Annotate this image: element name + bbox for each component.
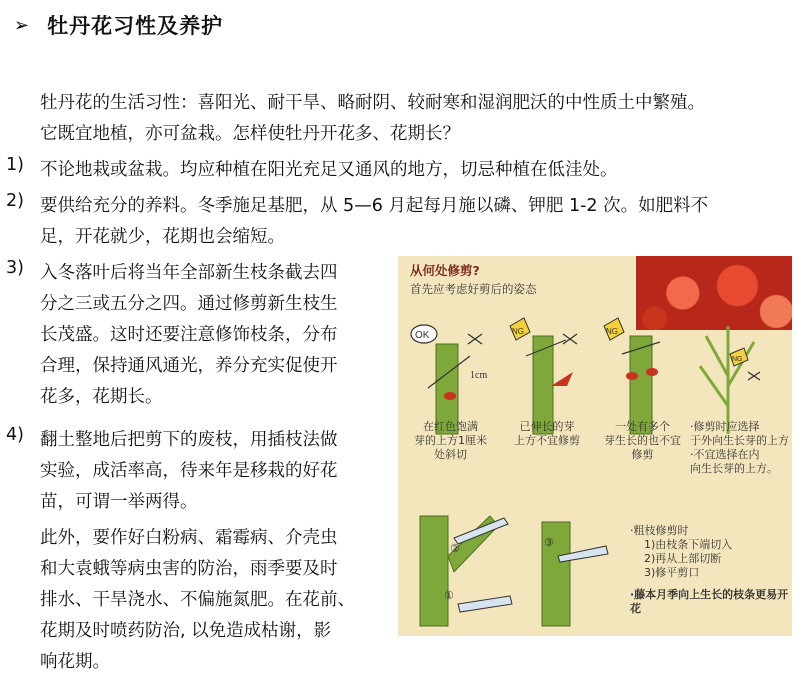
item-3-line-1: 入冬落叶后将当年全部新生枝条截去四 <box>40 263 338 283</box>
item-4-line-8: 响花期。 <box>40 652 110 672</box>
caption-4 <box>690 420 790 476</box>
caption-4-line-2: 于外向生长芽的上方 <box>690 434 789 447</box>
bullet-arrow-icon: ➢ <box>14 14 30 36</box>
item-2-line-2: 足，开花就少，花期也会缩短。 <box>40 227 285 247</box>
item-2-line-1: 要供给充分的养料。冬季施足基肥，从 5—6 月起每月施以磷、钾肥 1-2 次。如肥料不 <box>40 196 709 216</box>
scissors-icon-1 <box>468 334 482 344</box>
bud-red-3b <box>626 372 638 380</box>
caption-2-line-1: 已伸长的芽 <box>519 420 575 433</box>
measure-label: 1cm <box>470 370 488 381</box>
caption-4-line-1: ·修剪时应选择 <box>690 420 760 433</box>
item-1-line-1: 不论地栽或盆栽。均应种植在阳光充足又通风的地方，切忌种植在低洼处。 <box>40 160 618 180</box>
item-4-line-1: 翻土整地后把剪下的废枝，用插枝法做 <box>40 430 338 450</box>
caption-2-line-2: 上方不宜修剪 <box>514 434 580 447</box>
scissors-icon-4 <box>748 372 760 380</box>
item-3-line-3: 长茂盛。这时还要注意修饰枝条，分布 <box>40 325 338 345</box>
ok-tag-label: OK <box>415 330 430 341</box>
thick-stem-1 <box>420 516 448 626</box>
new-shoot-2 <box>551 372 573 386</box>
ng-tag-label-3: NG <box>732 356 743 363</box>
caption-1 <box>414 420 487 462</box>
item-number-2: 2) <box>6 191 24 211</box>
diagram-thick-branch <box>420 516 608 626</box>
scissors-icon-2 <box>563 334 577 344</box>
intro-line-1: 牡丹花的生活习性：喜阳光、耐干旱、略耐阴、较耐寒和湿润肥沃的中性质土中繁殖。 <box>40 93 705 113</box>
figure-header: 从何处修剪? <box>410 263 480 278</box>
section-heading <box>14 10 223 40</box>
diagram-ng-2 <box>604 318 660 434</box>
caption-2 <box>514 420 580 448</box>
pruning-illustration <box>398 256 792 636</box>
caption-1-line-2: 芽的上方1厘米 <box>414 434 487 447</box>
item-4-line-6: 排水、干旱浇水、不偏施氮肥。在花前、 <box>40 590 355 610</box>
item-4-line-7: 花期及时喷药防治, 以免造成枯谢，影 <box>40 621 332 641</box>
diagram-branch-direction <box>700 326 760 434</box>
step-mark-1: ① <box>444 589 454 602</box>
ng-tag-label-2: NG <box>606 327 618 336</box>
ng-tag-label-1: NG <box>512 327 524 336</box>
bud-red-3a <box>646 368 658 376</box>
caption-1-line-1: 在红色饱满 <box>423 420 478 433</box>
thick-branch-notes <box>630 524 732 580</box>
caption-3-line-3: 修剪 <box>631 448 654 461</box>
caption-4-line-4: 向生长芽的上方。 <box>690 462 778 475</box>
item-number-1: 1) <box>6 155 24 175</box>
step-mark-3: ③ <box>544 536 554 549</box>
bud-red-1 <box>444 392 456 400</box>
item-number-3: 3) <box>6 258 24 278</box>
diagram-ng-1 <box>510 318 577 434</box>
item-3-line-4: 合理，保持通风通光，养分充实促使开 <box>40 356 338 376</box>
item-number-4: 4) <box>6 425 24 445</box>
caption-3 <box>604 420 681 462</box>
branch-lines-4 <box>700 326 754 434</box>
item-3-line-2: 分之三或五分之四。通过修剪新生枝生 <box>40 294 338 314</box>
bottom-note: ·藤本月季向上生长的枝条更易开花 <box>630 588 789 615</box>
caption-4-line-3: ·不宜选择在内 <box>690 448 760 461</box>
item-4-line-4: 此外，要作好白粉病、霜霉病、介壳虫 <box>40 528 338 548</box>
item-4-line-2: 实验，成活率高，待来年是移栽的好花 <box>40 461 338 481</box>
page-title: 牡丹花习性及养护 <box>47 14 224 38</box>
caption-1-line-3: 处斜切 <box>434 448 467 461</box>
caption-3-line-1: 一处有多个 <box>615 420 670 433</box>
intro-line-2: 它既宜地植，亦可盆栽。怎样使牡丹开花多、花期长？ <box>40 124 460 144</box>
thick-branch-title: ·粗枝修剪时 <box>630 524 689 537</box>
item-3-line-5: 花多，花期长。 <box>40 387 163 407</box>
step-mark-2: ② <box>450 542 460 555</box>
thick-step-1: 1)由枝条下端切入 <box>644 538 733 551</box>
caption-3-line-2: 芽生长的也不宜 <box>604 434 681 447</box>
diagram-ok <box>411 325 487 434</box>
thick-step-2: 2)再从上部切断 <box>644 552 722 565</box>
thick-step-3: 3)修平剪口 <box>644 566 700 579</box>
figure-subheader: 首先应考虑好剪后的姿态 <box>410 282 537 296</box>
saw-icon-2 <box>458 596 512 612</box>
item-4-line-3: 苗，可谓一举两得。 <box>40 492 198 512</box>
item-4-line-5: 和大袁蛾等病虫害的防治，雨季要及时 <box>40 559 338 579</box>
